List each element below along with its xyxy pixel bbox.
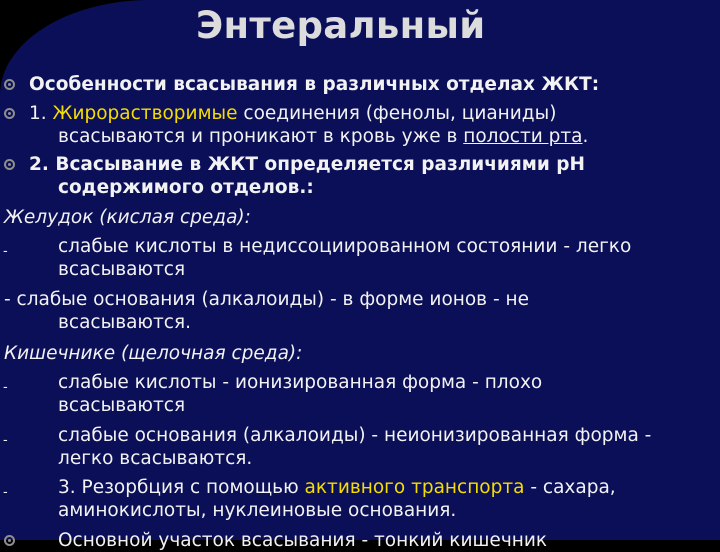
dash-marker: -	[3, 433, 8, 448]
point-1-number: 1.	[29, 103, 53, 124]
point-1-line-2	[58, 125, 588, 148]
bullet-icon	[4, 108, 15, 119]
point-1-underlined: полости рта	[463, 126, 583, 147]
resorption-tail: - сахара,	[524, 477, 616, 498]
resorption-text: 3. Резорбция с помощью	[58, 477, 305, 498]
slide-title: Энтеральный	[196, 4, 486, 47]
point-1-line-1	[29, 102, 556, 125]
dash-marker: -	[3, 244, 8, 259]
dash-marker: -	[3, 485, 8, 500]
dash-marker: -	[3, 380, 8, 395]
point-1-text: соединения (фенолы, цианиды)	[237, 103, 557, 124]
intestine-item-1-line-2: всасываются	[58, 395, 186, 416]
bullet-icon	[4, 79, 15, 90]
intestine-item-3-line-2: аминокислоты, нуклеиновые основания.	[58, 500, 457, 521]
stomach-item-2-line-1: - слабые основания (алкалоиды) - в форме ионов - не	[4, 289, 530, 310]
point-1-period: .	[582, 126, 589, 147]
intestine-item-2-line-2: легко всасываются.	[58, 448, 253, 469]
bullet-icon	[4, 535, 15, 546]
point-1-highlight: Жирорастворимые	[52, 103, 238, 124]
main-absorption-site: Основной участок всасывания - тонкий кишечник	[58, 530, 548, 551]
intestine-item-1-line-1: слабые кислоты - ионизированная форма - плохо	[58, 372, 543, 393]
stomach-item-2-line-2: всасываются.	[58, 312, 191, 333]
stomach-item-1-line-2: всасываются	[58, 259, 186, 280]
point-2-line-1: 2. Всасывание в ЖКТ определяется различиями рН	[29, 154, 586, 175]
stomach-item-1-line-1: слабые кислоты в недиссоциированном состоянии - легко	[58, 236, 632, 257]
point-2-line-2: содержимого отделов.:	[58, 177, 314, 198]
point-1-cont: всасываются и проникают в кровь уже в	[58, 126, 464, 147]
intestine-item-2-line-1: слабые основания (алкалоиды) - неионизированная форма -	[58, 425, 652, 446]
active-transport-highlight: активного транспорта	[304, 477, 525, 498]
section-heading-absorption: Особенности всасывания в различных отделах ЖКТ:	[29, 74, 600, 95]
stomach-heading: Желудок (кислая среда):	[4, 207, 251, 228]
intestine-item-3-line-1	[58, 476, 616, 499]
intestine-heading: Кишечнике (щелочная среда):	[4, 343, 303, 364]
bullet-icon	[4, 159, 15, 170]
